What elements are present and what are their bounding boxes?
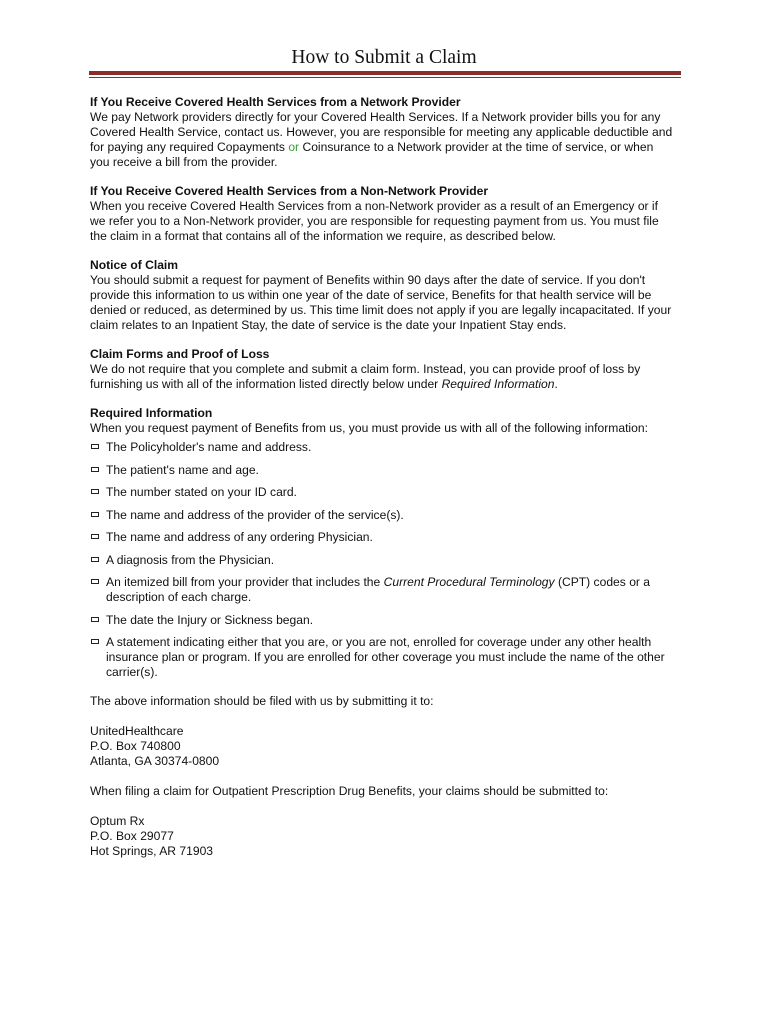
address-line: Atlanta, GA 30374-0800 [90, 754, 220, 768]
body-text: We do not require that you complete and submit a claim form. Instead, you can provide proof of loss by furnishing us with all of the information listed directly below under [90, 362, 641, 391]
list-item-text: The number stated on your ID card. [106, 485, 297, 499]
box-bullet-icon [91, 489, 99, 494]
list-item [90, 613, 675, 628]
filing-instruction: The above information should be filed with us by submitting it to: [90, 694, 434, 708]
list-item [90, 553, 675, 568]
section-body [90, 362, 675, 392]
list-item [90, 463, 675, 478]
box-bullet-icon [91, 512, 99, 517]
body-text: Coinsurance to a Network provider at the time of service, or when you receive a bill from the provider. [90, 140, 654, 169]
box-bullet-icon [91, 467, 99, 472]
list-item-text: (CPT) codes or a description of each charge. [106, 575, 651, 604]
section-notice-of-claim [90, 258, 675, 333]
section-non-network-provider [90, 184, 675, 244]
section-intro: When you request payment of Benefits from us, you must provide us with all of the following information: [90, 421, 648, 435]
box-bullet-icon [91, 617, 99, 622]
section-heading: Notice of Claim [90, 258, 179, 272]
section-heading: Claim Forms and Proof of Loss [90, 347, 270, 361]
address-line: UnitedHealthcare [90, 724, 184, 738]
section-heading: If You Receive Covered Health Services from a Network Provider [90, 95, 461, 109]
list-item-text: A diagnosis from the Physician. [106, 552, 275, 567]
address-line: Optum Rx [90, 814, 145, 828]
required-info-list [90, 440, 675, 680]
list-item-text: The name and address of the provider of the service(s). [106, 507, 404, 522]
rx-filing-instruction: When filing a claim for Outpatient Prescription Drug Benefits, your claims should be submitted to: [90, 784, 609, 798]
list-item-text: An itemized bill from your provider that includes the [106, 575, 384, 589]
title-rule-thick [89, 71, 681, 75]
address-line: P.O. Box 29077 [90, 829, 174, 843]
section-body [90, 110, 675, 170]
address-line: Hot Springs, AR 71903 [90, 844, 214, 858]
list-item-text: The name and address of any ordering Physician. [106, 530, 373, 544]
section-body: You should submit a request for payment of Benefits within 90 days after the date of service. If you don't provide this information to us within one year of the date of service, Benefits for that health service will be denied or reduced, as determined by us. This time limit does not apply if you are legally incapacitated. If your claim relates to an Inpatient Stay, the date of service is the date your Inpatient Stay ends. [90, 273, 672, 332]
body-text: We pay Network providers directly for your Covered Health Services. If a Network provider bills you for any Covered Health Service, contact us. However, you are responsible for meeting any applicable deductible and for paying any required Copayments [90, 110, 673, 154]
box-bullet-icon [91, 444, 99, 449]
list-item [90, 530, 675, 545]
mailing-address-uhc [90, 724, 675, 769]
list-item-text: The Policyholder's name and address. [106, 440, 312, 454]
list-item-text: The date the Injury or Sickness began. [106, 612, 314, 627]
box-bullet-icon [91, 557, 99, 562]
list-item-text: A statement indicating either that you are, or you are not, enrolled for coverage under any other health insurance plan or program. If you are enrolled for other coverage you must include the name of the other carrier(s). [106, 635, 665, 679]
section-heading: Required Information [90, 406, 213, 420]
address-line: P.O. Box 740800 [90, 739, 181, 753]
list-item [90, 508, 675, 523]
title-rule-thin [89, 77, 681, 78]
list-item [90, 440, 675, 455]
mailing-address-optum [90, 814, 675, 859]
body-text: . [554, 377, 558, 391]
section-body: When you receive Covered Health Services from a non-Network provider as a result of an Emergency or if we refer you to a Non-Network provider, you are responsible for requesting payment from us. You must file the claim in a format that contains all of the information we require, as described below. [90, 199, 659, 243]
section-heading: If You Receive Covered Health Services from a Non-Network Provider [90, 184, 489, 198]
section-required-information [90, 406, 675, 680]
box-bullet-icon [91, 579, 99, 584]
list-item [90, 575, 675, 605]
list-item [90, 485, 675, 500]
cpt-term: Current Procedural Terminology [383, 575, 555, 589]
section-claim-forms [90, 347, 675, 392]
required-information-ref: Required Information [441, 377, 555, 391]
page-title: How to Submit a Claim [291, 47, 477, 68]
or-text: or [288, 140, 300, 154]
list-item-text: The patient's name and age. [106, 462, 259, 477]
box-bullet-icon [91, 534, 99, 539]
document-body [90, 95, 675, 874]
list-item [90, 635, 675, 680]
section-network-provider [90, 95, 675, 170]
box-bullet-icon [91, 639, 99, 644]
